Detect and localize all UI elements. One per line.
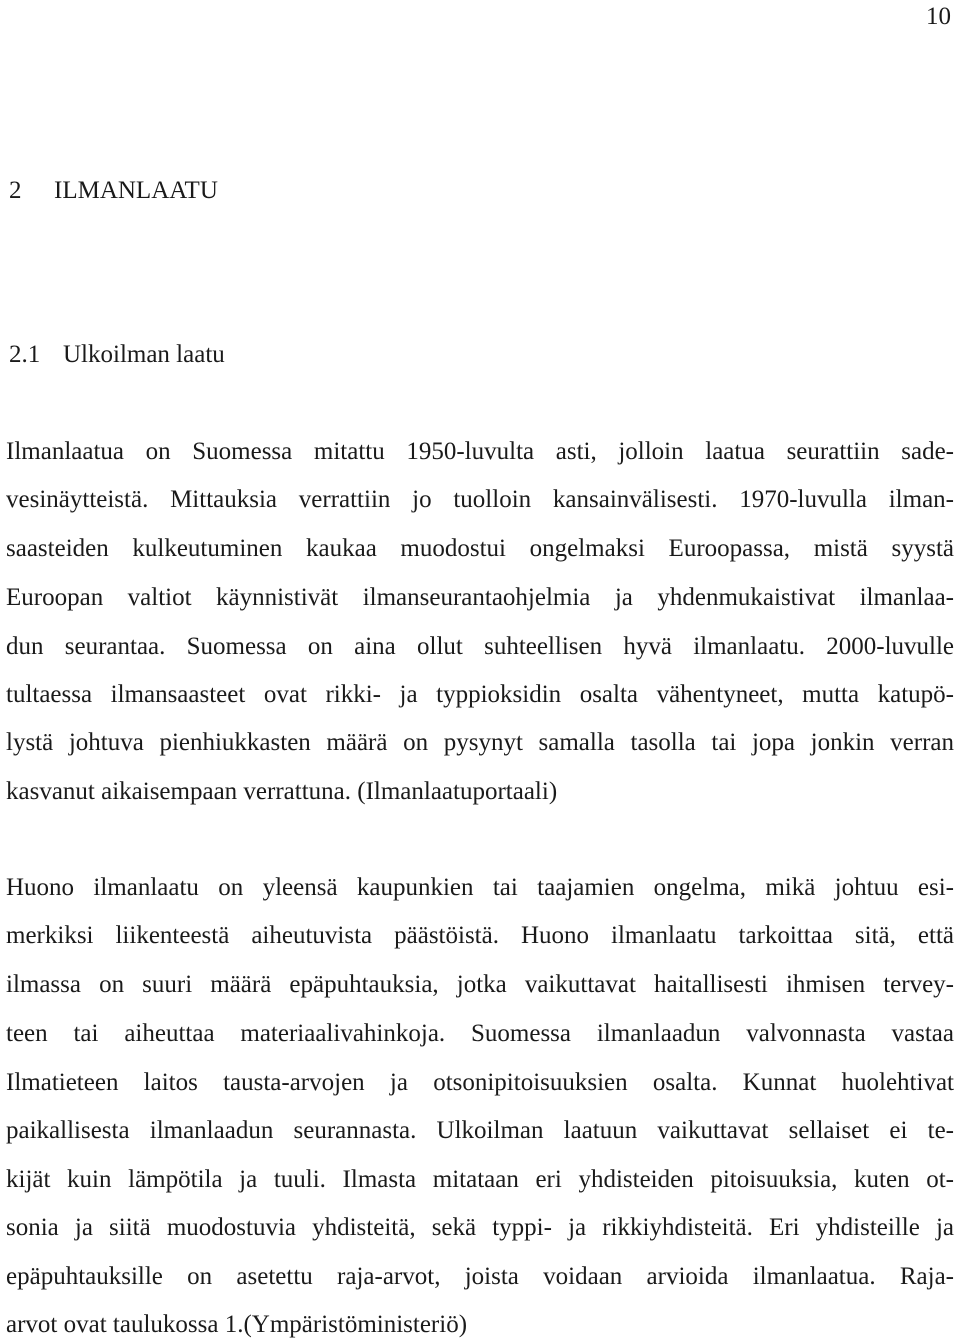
paragraph-line: Ilmatieteen laitos tausta-arvojen ja otsonipitoisuuksien osalta. Kunnat huolehtivat — [6, 1069, 954, 1096]
section-heading — [9, 340, 225, 370]
section-number: 2.1 — [9, 341, 41, 368]
paragraph-line: epäpuhtauksille on asetettu raja-arvot, joista voidaan arvioida ilmanlaatua. Raja- — [6, 1263, 954, 1290]
paragraph-line: saasteiden kulkeutuminen kaukaa muodostui ongelmaksi Euroopassa, mistä syystä — [6, 535, 954, 562]
paragraph-line: dun seurantaa. Suomessa on aina ollut suhteellisen hyvä ilmanlaatu. 2000-luvulle — [6, 633, 954, 660]
paragraph-line: merkiksi liikenteestä aiheutuvista päästöistä. Huono ilmanlaatu tarkoittaa sitä, että — [6, 922, 954, 949]
chapter-heading — [9, 176, 218, 206]
paragraph-line: paikallisesta ilmanlaadun seurannasta. Ulkoilman laatuun vaikuttavat sellaiset ei te- — [6, 1117, 954, 1144]
paragraph-line: kijät kuin lämpötila ja tuuli. Ilmasta mitataan eri yhdisteiden pitoisuuksia, kuten ot- — [6, 1166, 954, 1193]
paragraph-line: Euroopan valtiot käynnistivät ilmanseurantaohjelmia ja yhdenmukaistivat ilmanlaa- — [6, 584, 954, 611]
chapter-title: ILMANLAATU — [54, 177, 218, 204]
paragraph-line: Huono ilmanlaatu on yleensä kaupunkien tai taajamien ongelma, mikä johtuu esi- — [6, 874, 954, 901]
chapter-number: 2 — [9, 177, 22, 204]
paragraph-line: ilmassa on suuri määrä epäpuhtauksia, jotka vaikuttavat haitallisesti ihmisen tervey- — [6, 971, 954, 998]
paragraph-line: arvot ovat taulukossa 1.(Ympäristöministeriö) — [6, 1311, 468, 1338]
paragraph-line: teen tai aiheuttaa materiaalivahinkoja. Suomessa ilmanlaadun valvonnasta vastaa — [6, 1020, 954, 1047]
section-title: Ulkoilman laatu — [63, 341, 225, 368]
paragraph-line: Ilmanlaatua on Suomessa mitattu 1950-luvulta asti, jolloin laatua seurattiin sade- — [6, 438, 954, 465]
paragraph-line: lystä johtuva pienhiukkasten määrä on pysynyt samalla tasolla tai jopa jonkin verran — [6, 729, 954, 756]
paragraph-line: tultaessa ilmansaasteet ovat rikki- ja typpioksidin osalta vähentyneet, mutta katupö- — [6, 681, 954, 708]
paragraph-line: vesinäytteistä. Mittauksia verrattiin jo tuolloin kansainvälisesti. 1970-luvulla ilman- — [6, 486, 954, 513]
paragraph-line: kasvanut aikaisempaan verrattuna. (Ilmanlaatuportaali) — [6, 778, 558, 805]
paragraph-line: sonia ja siitä muodostuvia yhdisteitä, sekä typpi- ja rikkiyhdisteitä. Eri yhdisteille ja — [6, 1214, 954, 1241]
page-number: 10 — [926, 3, 951, 30]
